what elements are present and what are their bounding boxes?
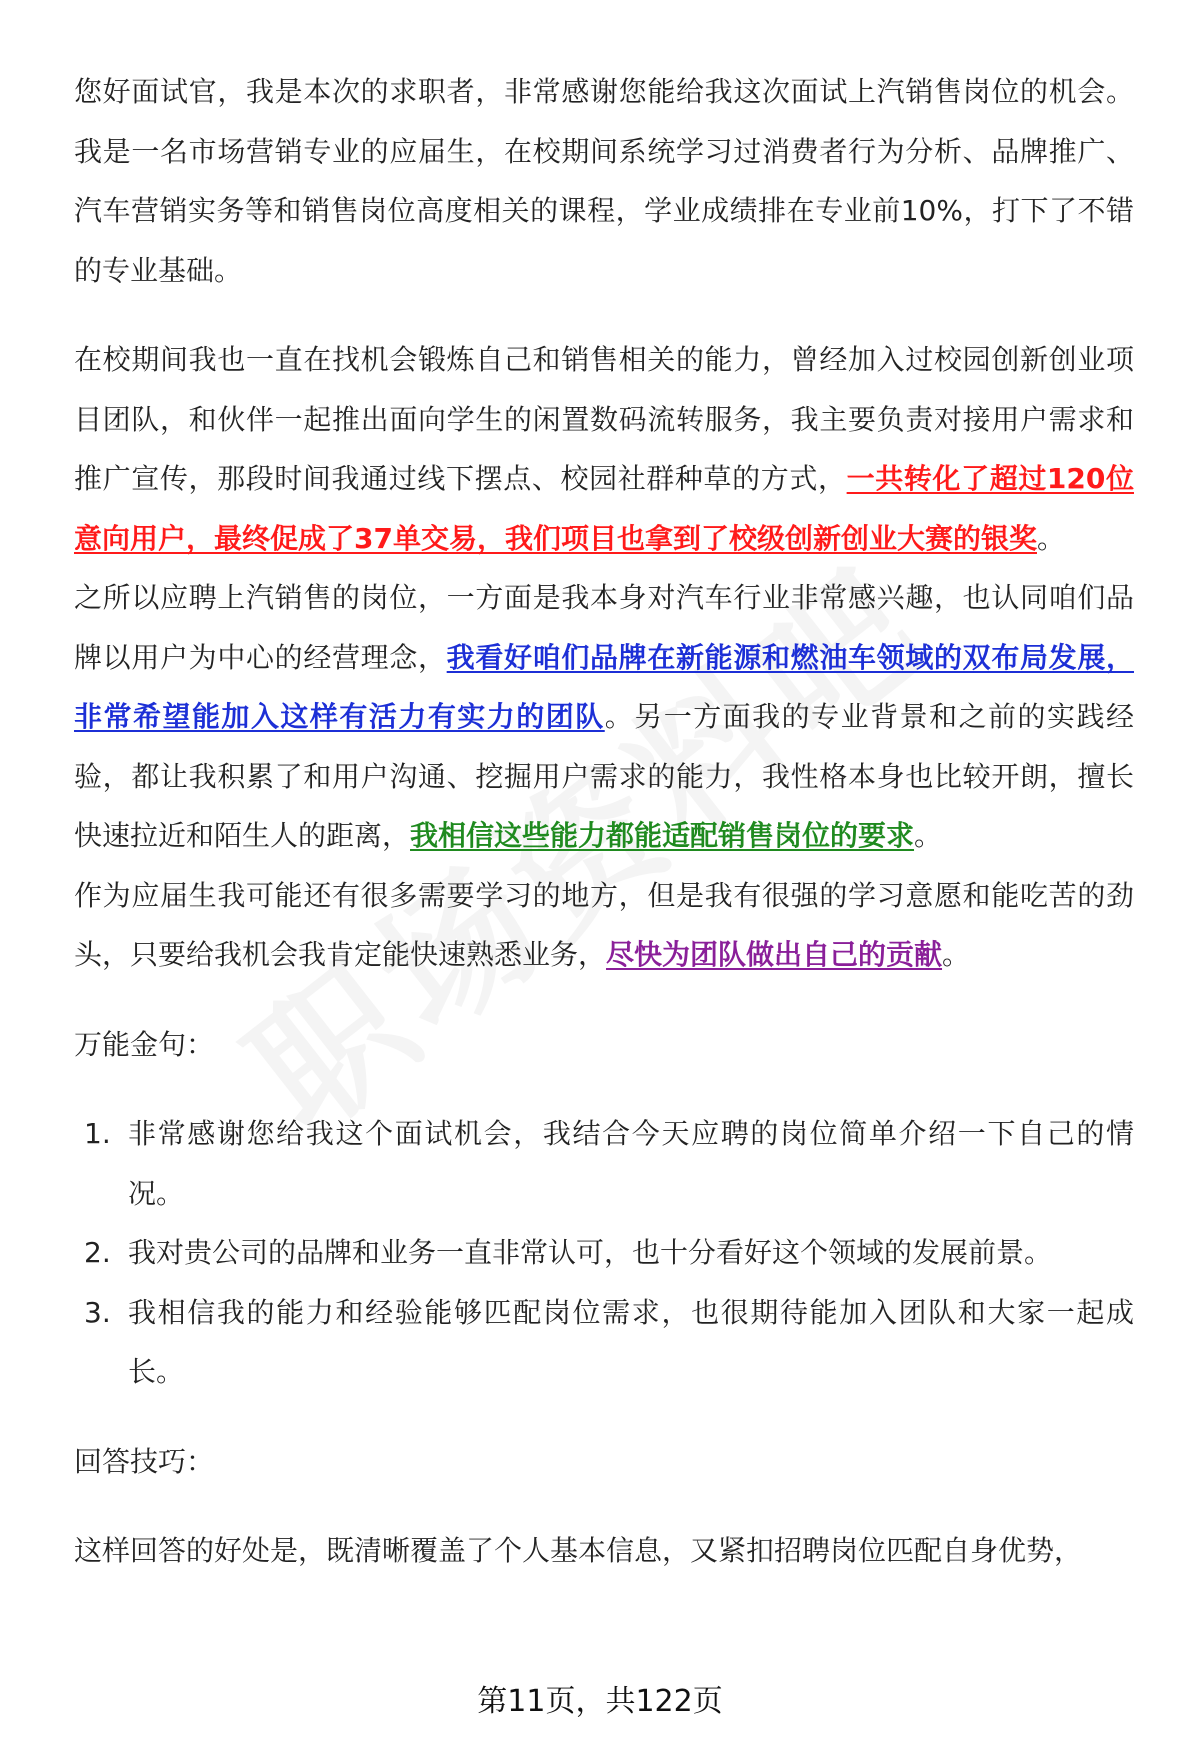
motivation-highlight-2: 我相信这些能力都能适配销售岗位的要求 [410, 819, 915, 852]
experience-paragraph [74, 330, 1134, 568]
motivation-highlight-1: 我看好咱们品牌在新能源和燃油车领域的双布局发展，非常希望能加入这样有活力有实力的团队 [74, 640, 1134, 733]
answer-tips-paragraph: 这样回答的好处是，既清晰覆盖了个人基本信息，又紧扣招聘岗位匹配自身优势， [74, 1534, 1083, 1567]
answer-tips-heading: 回答技巧： [74, 1444, 215, 1478]
page-number-footer: 第11页，共122页 [477, 1684, 723, 1719]
list-item-number: 1. [84, 1117, 111, 1150]
document-page [74, 62, 1134, 1581]
experience-highlight: 一共转化了超过120位意向用户，最终促成了37单交易，我们项目也拿到了校级创新创业大赛的银奖 [74, 462, 1134, 555]
closing-paragraph [74, 866, 1134, 985]
closing-highlight: 尽快为团队做出自己的贡献 [606, 938, 943, 971]
list-item-text: 我相信我的能力和经验能够匹配岗位需求，也很期待能加入团队和大家一起成长。 [128, 1295, 1134, 1388]
motivation-paragraph [74, 568, 1134, 866]
list-item-number: 2. [84, 1236, 111, 1269]
motivation-end: 。 [914, 819, 943, 852]
intro-paragraph: 您好面试官，我是本次的求职者，非常感谢您能给我这次面试上汽销售岗位的机会。我是一名市场营销专业的应届生，在校期间系统学习过消费者行为分析、品牌推广、汽车营销实务等和销售岗位高度相关的课程，学业成绩排在专业前10%，打下了不错的专业基础。 [74, 75, 1134, 287]
experience-text: 在校期间我也一直在找机会锻炼自己和销售相关的能力，曾经加入过校园创新创业项目团队，和伙伴一起推出面向学生的闲置数码流转服务，我主要负责对接用户需求和推广宣传，那段时间我通过线下摆点、校园社群种草的方式， [74, 343, 1134, 495]
list-item-text: 非常感谢您给我这个面试机会，我结合今天应聘的岗位简单介绍一下自己的情况。 [128, 1117, 1134, 1210]
list-item [74, 1283, 1134, 1402]
closing-end: 。 [942, 938, 971, 971]
closing-text: 作为应届生我可能还有很多需要学习的地方，但是我有很强的学习意愿和能吃苦的劲头，只要给我机会我肯定能快速熟悉业务， [74, 878, 1134, 971]
list-item-number: 3. [84, 1295, 111, 1329]
list-item-text: 我对贵公司的品牌和业务一直非常认可，也十分看好这个领域的发展前景。 [128, 1236, 1053, 1269]
golden-sentences-list [74, 1104, 1134, 1402]
list-item [74, 1104, 1134, 1223]
motivation-text-2: 。另一方面我的专业背景和之前的实践经验，都让我积累了和用户沟通、挖掘用户需求的能力，我性格本身也比较开朗，擅长快速拉近和陌生人的距离， [74, 700, 1134, 852]
golden-sentences-heading: 万能金句： [74, 1027, 215, 1061]
list-item [74, 1223, 1134, 1283]
motivation-text-1: 之所以应聘上汽销售的岗位，一方面是我本身对汽车行业非常感兴趣，也认同咱们品牌以用户为中心的经营理念， [74, 581, 1134, 674]
experience-end: 。 [1036, 521, 1065, 555]
